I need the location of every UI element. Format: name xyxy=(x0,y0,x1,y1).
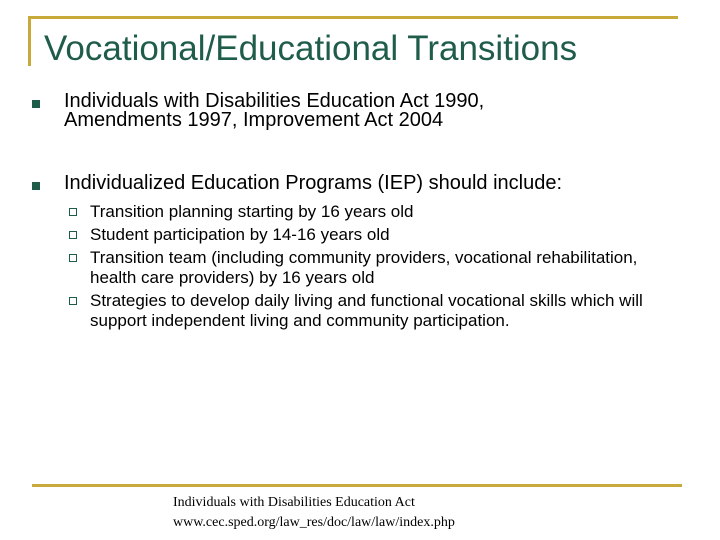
bullet-line: Amendments 1997, Improvement Act 2004 xyxy=(64,109,444,131)
iep-sub-list xyxy=(69,202,669,331)
sub-item-text: Strategies to develop daily living and functional vocational skills which will support independent living and community participation. xyxy=(90,291,643,330)
square-bullet-icon xyxy=(32,182,40,190)
footer-citation-title: Individuals with Disabilities Education Act xyxy=(173,495,415,510)
bottom-accent-rule xyxy=(32,484,682,487)
list-item xyxy=(69,202,669,222)
slide-title: Vocational/Educational Transitions xyxy=(44,29,578,68)
left-accent-rule xyxy=(28,16,31,66)
hollow-square-bullet-icon xyxy=(69,254,77,262)
list-item xyxy=(69,225,669,245)
hollow-square-bullet-icon xyxy=(69,208,77,216)
square-bullet-icon xyxy=(32,100,40,108)
bullet-line: Individualized Education Programs (IEP) should include: xyxy=(64,172,563,194)
bullet-text-idea xyxy=(64,92,484,130)
sub-item-text: Transition planning starting by 16 years old xyxy=(90,202,414,221)
hollow-square-bullet-icon xyxy=(69,231,77,239)
list-item xyxy=(69,248,669,288)
footer-citation-url: www.cec.sped.org/law_res/doc/law/law/index.php xyxy=(173,515,455,530)
sub-item-text: Student participation by 14-16 years old xyxy=(90,225,390,244)
sub-item-text: Transition team (including community providers, vocational rehabilitation, health care providers) by 16 years old xyxy=(90,248,638,287)
top-accent-rule xyxy=(28,16,678,19)
bullet-text-iep xyxy=(64,174,562,193)
hollow-square-bullet-icon xyxy=(69,297,77,305)
list-item xyxy=(69,291,669,331)
footer-citation xyxy=(173,493,455,533)
bullet-line: Individuals with Disabilities Education Act 1990, xyxy=(64,90,485,112)
